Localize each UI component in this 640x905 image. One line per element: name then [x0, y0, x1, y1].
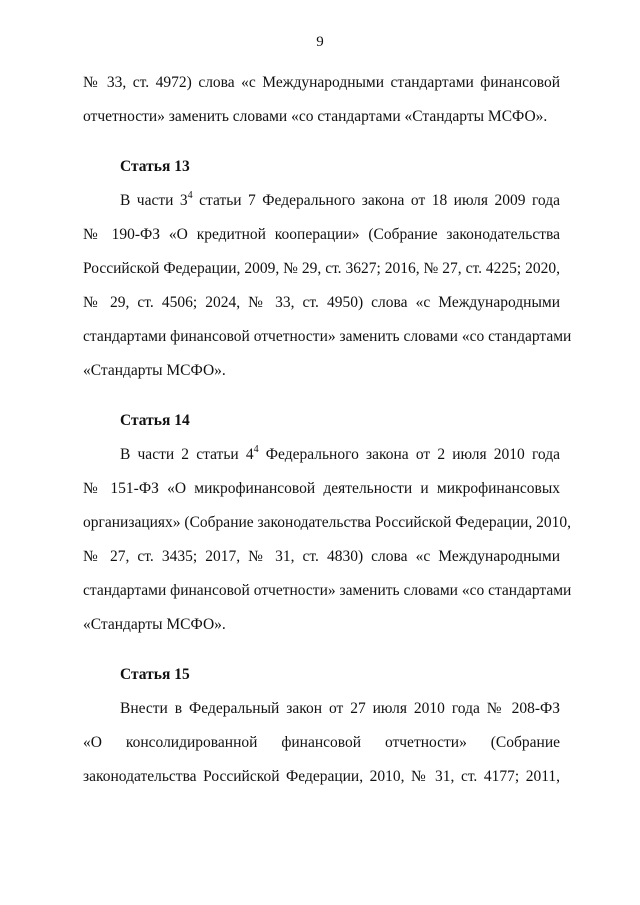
- page-number: 9: [316, 34, 324, 50]
- paragraph-line: «О консолидированной финансовой отчетности» (Собрание: [83, 734, 560, 751]
- paragraph-line: № 190-ФЗ «О кредитной кооперации» (Собрание законодательства: [83, 226, 560, 243]
- superscript: 4: [253, 444, 259, 455]
- article-heading: Статья 13: [120, 158, 190, 175]
- paragraph-line: Внести в Федеральный закон от 27 июля 2010 года № 208-ФЗ: [120, 700, 560, 717]
- paragraph-line: В части $3^4$ статьи 7 Федерального закона от 18 июля 2009 года: [120, 190, 560, 209]
- paragraph-line: № 29, ст. 4506; 2024, № 33, ст. 4950) слова «с Международными: [83, 294, 560, 311]
- superscript: 4: [187, 190, 193, 201]
- paragraph-line: стандартами финансовой отчетности» заменить словами «со стандартами: [83, 582, 572, 599]
- article-15: [83, 658, 560, 794]
- article-heading: Статья 15: [120, 666, 190, 683]
- paragraph-line: стандартами финансовой отчетности» заменить словами «со стандартами: [83, 328, 572, 345]
- article-13: [83, 150, 572, 388]
- article-14: [83, 404, 572, 642]
- paragraph-line: отчетности» заменить словами «со стандартами «Стандарты МСФО».: [83, 108, 548, 125]
- paragraph-line: № 27, ст. 3435; 2017, № 31, ст. 4830) слова «с Международными: [83, 548, 560, 565]
- intro-paragraph: [83, 66, 560, 134]
- paragraph-line: «Стандарты МСФО».: [83, 616, 226, 633]
- paragraph-line: В части 2 статьи $4^4$ Федерального закона от 2 июля 2010 года: [120, 444, 561, 463]
- document-body: [83, 66, 572, 794]
- paragraph-line: организациях» (Собрание законодательства Российской Федерации, 2010,: [83, 514, 572, 531]
- paragraph-line: № 151-ФЗ «О микрофинансовой деятельности и микрофинансовых: [83, 480, 560, 497]
- paragraph-line: Российской Федерации, 2009, № 29, ст. 3627; 2016, № 27, ст. 4225; 2020,: [83, 260, 560, 277]
- paragraph-line: законодательства Российской Федерации, 2010, № 31, ст. 4177; 2011,: [83, 768, 560, 785]
- article-heading: Статья 14: [120, 412, 190, 429]
- paragraph-line: № 33, ст. 4972) слова «с Международными стандартами финансовой: [83, 74, 560, 91]
- paragraph-line: «Стандарты МСФО».: [83, 362, 226, 379]
